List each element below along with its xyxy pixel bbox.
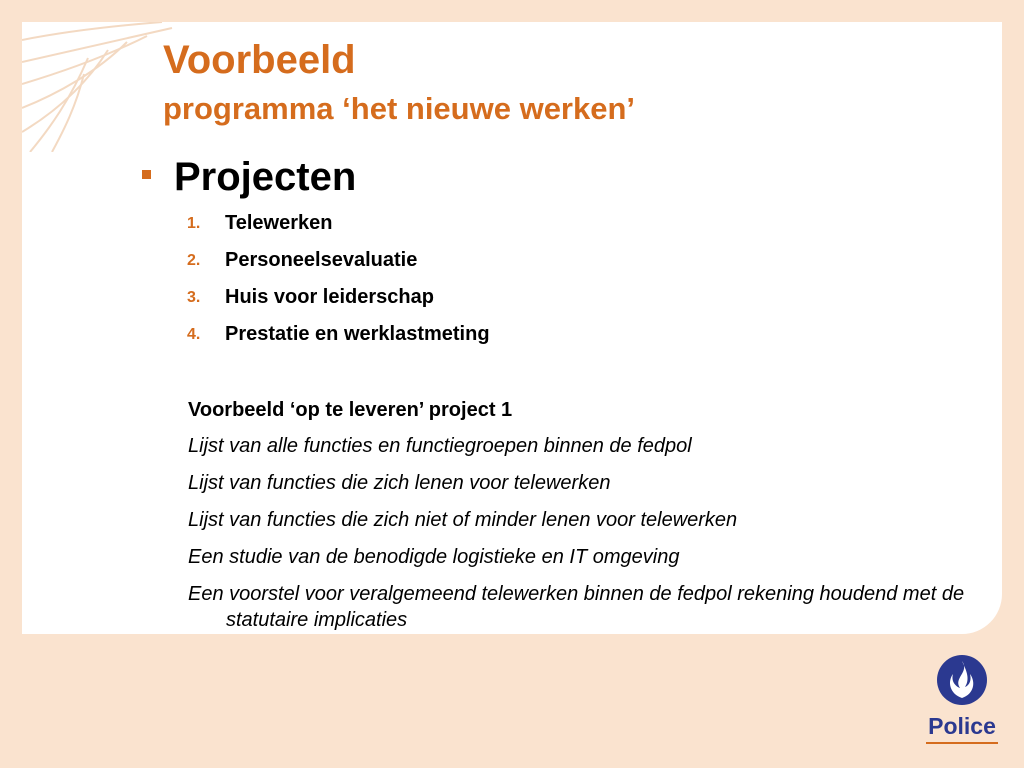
- slide-title: Voorbeeld: [163, 38, 356, 82]
- project-label: Personeelsevaluatie: [225, 249, 418, 271]
- project-number: 2.: [187, 252, 201, 269]
- project-number: 4.: [187, 326, 201, 343]
- deliverables-list: [188, 433, 993, 634]
- decorative-swirl-lines: [22, 22, 182, 152]
- deliverable-item: Lijst van functies die zich lenen voor telewerken: [188, 472, 611, 494]
- section-heading: Projecten: [174, 155, 357, 199]
- slide-subtitle: programma ‘het nieuwe werken’: [163, 91, 636, 126]
- police-logo-text: Police: [928, 713, 996, 739]
- deliverable-item: Lijst van alle functies en functiegroepen binnen de fedpol: [188, 435, 692, 457]
- deliverable-item: Een voorstel voor veralgemeend telewerken binnen de fedpol rekening houdend met de statutaire implicaties: [188, 583, 965, 631]
- project-label: Huis voor leiderschap: [225, 286, 434, 308]
- project-number: 3.: [187, 289, 201, 306]
- square-bullet-icon: [142, 170, 151, 179]
- deliverables-heading: Voorbeeld ‘op te leveren’ project 1: [188, 399, 513, 421]
- project-number: 1.: [187, 215, 201, 232]
- project-label: Prestatie en werklastmeting: [225, 323, 490, 345]
- police-logo: [920, 654, 1004, 750]
- slide-panel: [22, 22, 1002, 634]
- project-label: Telewerken: [225, 212, 333, 234]
- deliverable-item: Lijst van functies die zich niet of minder lenen voor telewerken: [188, 509, 738, 531]
- deliverable-item: Een studie van de benodigde logistieke en IT omgeving: [188, 546, 680, 568]
